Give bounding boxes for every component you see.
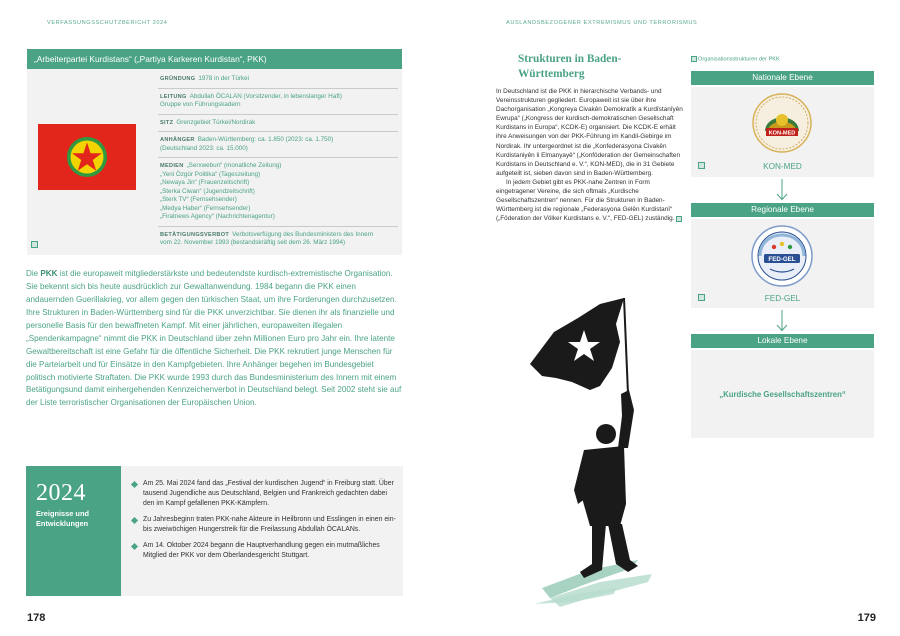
kon-med-label: KON-MED xyxy=(763,162,802,171)
paragraph: In Deutschland ist die PKK in hierarchische Verbands- und Vereinsstrukturen gegliedert. Europaweit ist sie über ihre Dachorganisation „Kongreya Civakên Demokratîk a Kurdîstanîyên Ewrupa“ („Kongress der kurdisch-demokratischen Gesellschaft Kurdistans in Europa“, KCDK-E) organisiert. Die KCDK-E erhält ihre Anweisungen von der PKK-Führung im Kandil-Gebirge im Nordirak. Ihr untergeordnet ist die „Konfederasyona Civakên Kurdistaniyên li Elmanyayê“ („Konföderation der Gemeinschaften Kurdistans in Deutschland e. V.“, KON-MED), die in 31 Gebiete aufgeteilt ist, sieben davon sind in Baden-Württemberg. xyxy=(496,88,683,177)
arrow-down-icon xyxy=(776,179,788,201)
person-waving-flag-illustration-icon xyxy=(520,298,660,610)
event-item: Zu Jahresbeginn traten PKK-nahe Akteure in Heilbronn und Esslingen in einen ein- bis zweiwöchigen Hungerstreik für die Freilassung Abdullah ÖCALANs. xyxy=(132,515,396,535)
level-regional-header: Regionale Ebene xyxy=(691,203,874,217)
event-item: Am 14. Oktober 2024 begann die Hauptverhandlung gegen ein mutmaßliches Mitglied der PKK vor dem Oberlandesgericht Stuttgart. xyxy=(132,541,396,561)
events-list xyxy=(132,479,396,567)
kon-med-logo-text: KON-MED xyxy=(768,130,796,137)
fed-gel-logo-text: FED-GEL xyxy=(768,255,796,263)
kon-med-card xyxy=(691,87,874,177)
media-link-icon[interactable] xyxy=(691,56,697,62)
row-medien: MEDIEN „Serxwebun“ (monatliche Zeitung) „Yeni Özgür Politika“ (Tageszeitung) „Newaya Jin“ (Frauenzeitschrift) „Sterka Ciwan“ (Jugendzeitschrift) „Sterk TV“ (Fernsehsender) „Medya Haber“ (Fernsehsender) „Firatnews Agency“ (Nachrichtenagentur) xyxy=(158,158,398,227)
event-item: Am 25. Mai 2024 fand das „Festival der kurdischen Jugend“ in Freiburg statt. Über tausend Jugendliche aus Deutschland, Belgien und Frankreich gedachten dabei den im Kampf gefallenen PKK-Kämpfern. xyxy=(132,479,396,509)
media-link-icon[interactable] xyxy=(31,241,38,248)
arrow-down-icon xyxy=(776,310,788,332)
local-centers-label: „Kurdische Gesellschaftszentren“ xyxy=(719,390,846,399)
row-gruendung: GRÜNDUNG 1978 in der Türkei xyxy=(158,71,398,89)
media-link-icon[interactable] xyxy=(676,216,682,222)
org-chart-caption: Organisationsstrukturen der PKK xyxy=(691,56,780,62)
page-number-left: 178 xyxy=(27,612,46,624)
fed-gel-card xyxy=(691,219,874,308)
pkk-bold-term: PKK xyxy=(40,269,58,278)
profile-title: „Arbeiterpartei Kurdistans“ („Partiya Karkeren Kurdistan“, PKK) xyxy=(27,49,402,69)
events-box xyxy=(26,466,403,596)
events-year: 2024 xyxy=(36,480,86,506)
events-subtitle: Ereignisse und Entwicklungen xyxy=(36,509,89,528)
row-sitz: SITZ Grenzgebiet Türkei/Nordirak xyxy=(158,115,398,133)
fed-gel-logo-icon xyxy=(750,225,814,287)
paragraph: In jedem Gebiet gibt es PKK-nahe Zentren in Form eingetragener Vereine, die sich oftmals „Kurdische Gesellschaftszentren“ nennen. Für die Strukturen in Baden-Württemberg ist die regionale „Federasyona Gelên Kurdistanî“ („Föderation der Völker Kurdistans e. V.“, FED-GEL) zuständig. xyxy=(496,178,684,223)
section-title: Strukturen in Baden-Württemberg xyxy=(518,53,622,81)
running-head-left: VERFASSUNGSSCHUTZBERICHT 2024 xyxy=(47,20,168,26)
main-body-text: Die PKK ist die europaweit mitgliederstärkste und bedeutendste kurdisch-extremistische Organisation. Sie bekennt sich bis heute ausdrücklich zur Gewaltanwendung. 1984 begann die PKK einen andauernden Guerillakrieg, vor allem gegen den türkischen Staat, um ihre Forderungen durchzusetzen. Ihre Strukturen in Baden-Württemberg sind für die PKK unverzichtbar. Sie dienen ihr als finanzielle und personelle Basis für den bewaffneten Kampf. Mit einer jährlichen, europaweiten illegalen „Spendenkampagne“ nimmt die PKK in Deutschland über zehn Millionen Euro pro Jahr ein. Ihre latente Gewaltbereitschaft ist eine Gefahr für die öffentliche Sicherheit. Die PKK rekrutiert junge Menschen für die Parteiarbeit und für Einsätze in den Kampfgebieten. Ihre Anhänger begehen im Bundesgebiet politisch motivierte Straftaten. Die PKK wurde 1993 durch das Bundesministerium des Innern mit einem Betätigungsund damit einhergehenden Kennzeichenverbot in Deutschland belegt. Seit 2002 steht sie auf der Liste terroristischer Organisationen der Europäischen Union. xyxy=(26,269,402,408)
local-centers-card xyxy=(691,350,874,438)
events-sidebar xyxy=(26,466,121,596)
running-head-right: AUSLANDSBEZOGENER EXTREMISMUS UND TERRORISMUS xyxy=(506,20,698,26)
right-body-text xyxy=(496,87,684,223)
kon-med-logo-icon xyxy=(752,93,812,153)
level-local-header: Lokale Ebene xyxy=(691,334,874,348)
row-leitung: LEITUNG Abdullah ÖCALAN (Vorsitzender, in lebenslanger Haft) Gruppe von Führungskadern xyxy=(158,89,398,115)
pkk-profile-box xyxy=(27,49,402,255)
row-anhaenger: ANHÄNGER Baden-Württemberg: ca. 1.850 (2023: ca. 1.750) (Deutschland 2023: ca. 15.000) xyxy=(158,132,398,158)
level-national-header: Nationale Ebene xyxy=(691,71,874,85)
page-number-right: 179 xyxy=(857,612,876,624)
row-betaetigungsverbot: BETÄTIGUNGSVERBOT Verbotsverfügung des Bundesministers des Innern vom 22. November 1993 (bestandskräftig seit dem 26. März 1994) xyxy=(160,230,374,247)
fed-gel-label: FED-GEL xyxy=(764,294,801,303)
pkk-flag-icon xyxy=(38,124,136,190)
